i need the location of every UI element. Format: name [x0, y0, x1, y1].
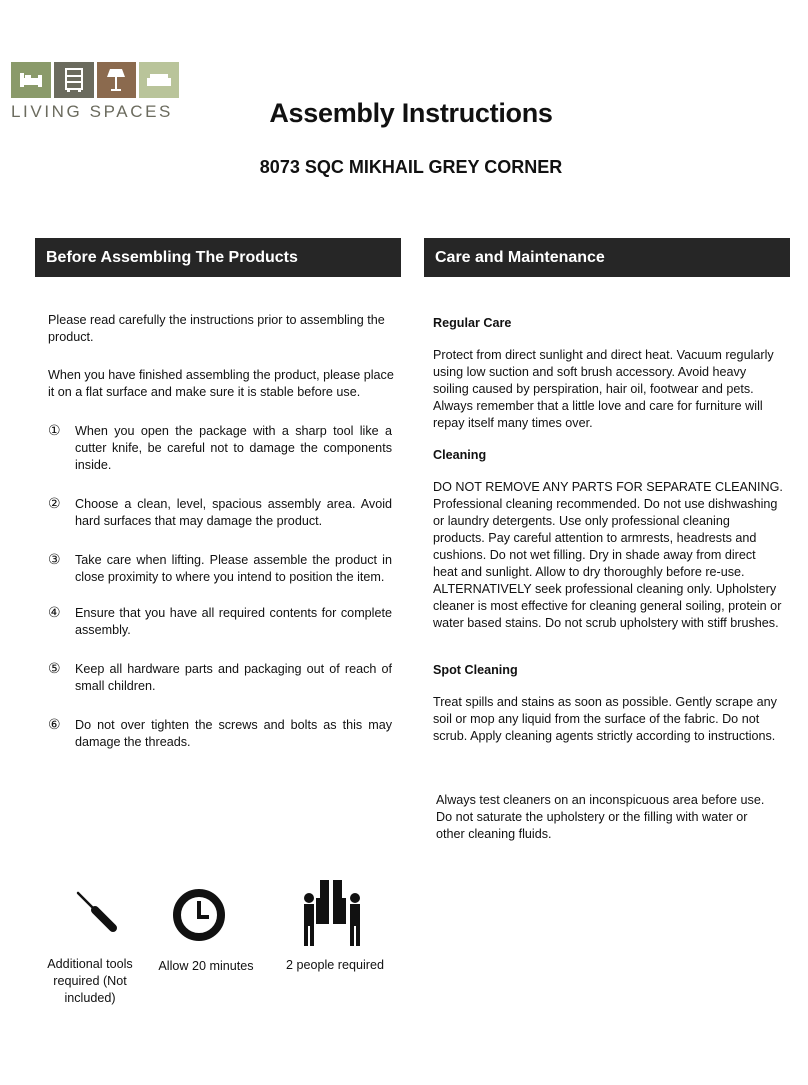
item-text: When you open the package with a sharp tool like a cutter knife, be careful not to damage the components inside. [75, 424, 392, 472]
intro-paragraph: When you have finished assembling the product, please place it on a flat surface and make sure it is stable before use. [48, 368, 394, 399]
screwdriver-icon [40, 886, 140, 946]
item-text: Ensure that you have all required contents for complete assembly. [75, 606, 392, 637]
regular-care-text: Protect from direct sunlight and direct heat. Vacuum regularly using low suction and soft brush accessory. Avoid heavy soiling caused by perspiration, hair oil, footwear and pets. Always remember that a little love and care for furniture will repay itself many times over. [433, 348, 774, 430]
item-number: ① [48, 423, 61, 439]
item-text: Keep all hardware parts and packaging out of reach of small children. [75, 662, 392, 693]
section-header-before-assembling: Before Assembling The Products [35, 238, 401, 277]
lamp-icon [97, 62, 137, 98]
item-number: ⑥ [48, 717, 61, 733]
item-text: Choose a clean, level, spacious assembly area. Avoid hard surfaces that may damage the product. [75, 497, 392, 528]
sofa-icon [139, 62, 179, 98]
brand-name: LIVING SPACES [11, 102, 173, 121]
tools-caption: Additional tools required (Not included) [47, 957, 133, 1005]
page-title: Assembly Instructions [269, 98, 553, 128]
item-number: ⑤ [48, 661, 61, 677]
item-number: ③ [48, 552, 61, 568]
intro-paragraph: Please read carefully the instructions prior to assembling the product. [48, 313, 385, 344]
time-requirement [152, 884, 260, 975]
tools-requirement [40, 886, 140, 1007]
list-item [48, 552, 392, 586]
regular-care-heading: Regular Care [433, 316, 512, 330]
cleaning-text: DO NOT REMOVE ANY PARTS FOR SEPARATE CLEANING. Professional cleaning recommended. Do not use dishwashing or laundry detergents. Use only professional cleaning products. Pay careful attention to armrests, headrests and cushions. Do not wet filling. Dry in shade away from direct heat and sunlight. Allow to dry thoroughly before re-use. ALTERNATIVELY seek professional cleaning only. Upholstery cleaner is most effective for cleaning general soiling, protein or water based stains. Do not scrub upholstery with stiff brushes. [433, 480, 783, 630]
clock-icon [152, 884, 260, 944]
list-item [48, 496, 392, 530]
list-item [48, 423, 392, 474]
item-text: Take care when lifting. Please assemble the product in close proximity to where you intend to position the item. [75, 553, 392, 584]
list-item [48, 605, 392, 639]
list-item [48, 717, 392, 751]
people-caption: 2 people required [285, 958, 385, 972]
bed-icon [11, 62, 51, 98]
item-number: ② [48, 496, 61, 512]
two-people-icon [280, 876, 390, 950]
cleaning-note: Always test cleaners on an inconspicuous area before use. Do not saturate the upholstery or the filling with water or other cleaning fluids. [436, 793, 765, 841]
section-header-care-maintenance: Care and Maintenance [424, 238, 790, 277]
item-number: ④ [48, 605, 61, 621]
people-requirement [280, 876, 390, 974]
dresser-icon [54, 62, 94, 98]
cleaning-heading: Cleaning [433, 448, 487, 462]
time-caption: Allow 20 minutes [158, 959, 254, 973]
item-text: Do not over tighten the screws and bolts as this may damage the threads. [75, 718, 392, 749]
spot-cleaning-text: Treat spills and stains as soon as possible. Gently scrape any soil or mop any liquid from the surface of the fabric. Do not scrub. Apply cleaning agents strictly according to instructions. [433, 695, 777, 743]
product-name: 8073 SQC MIKHAIL GREY CORNER [259, 157, 563, 177]
spot-cleaning-heading: Spot Cleaning [433, 663, 518, 677]
list-item [48, 661, 392, 695]
